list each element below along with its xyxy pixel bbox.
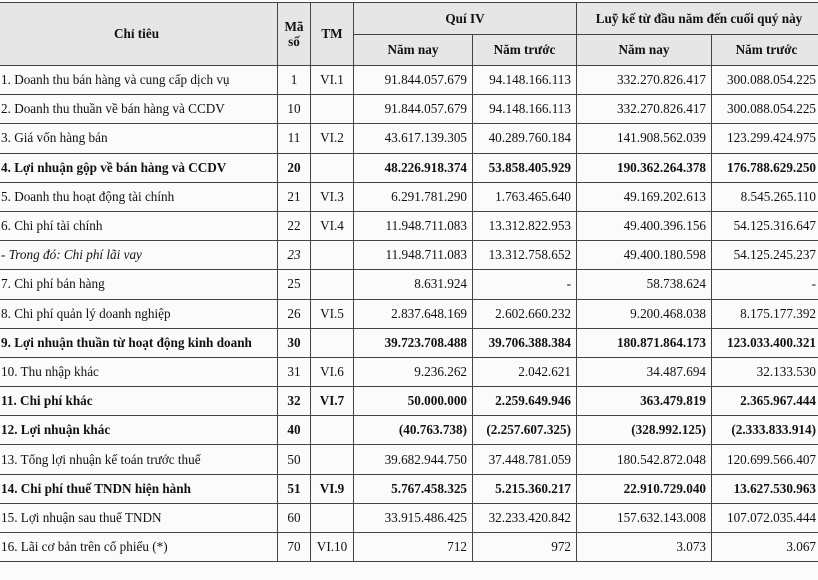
row-code: 11 bbox=[278, 124, 311, 153]
row-quarter-previous: 972 bbox=[473, 533, 577, 562]
row-ytd-current: 49.400.180.598 bbox=[577, 241, 712, 270]
row-quarter-current: 11.948.711.083 bbox=[354, 241, 473, 270]
row-label: 12. Lợi nhuận khác bbox=[0, 416, 278, 445]
row-label: 5. Doanh thu hoạt động tài chính bbox=[0, 182, 278, 211]
row-label: 7. Chi phí bán hàng bbox=[0, 270, 278, 299]
row-quarter-previous: (2.257.607.325) bbox=[473, 416, 577, 445]
header-ytd-group: Luỹ kế từ đầu năm đến cuối quý này bbox=[577, 3, 818, 35]
row-quarter-current: 50.000.000 bbox=[354, 387, 473, 416]
row-code: 26 bbox=[278, 299, 311, 328]
table-row bbox=[0, 416, 818, 445]
row-ytd-previous: 8.175.177.392 bbox=[712, 299, 818, 328]
row-quarter-current: (40.763.738) bbox=[354, 416, 473, 445]
table-row bbox=[0, 503, 818, 532]
table-row bbox=[0, 328, 818, 357]
row-note bbox=[311, 328, 354, 357]
row-note: VI.7 bbox=[311, 387, 354, 416]
row-label: 9. Lợi nhuận thuần từ hoạt động kinh doanh bbox=[0, 328, 278, 357]
row-code: 32 bbox=[278, 387, 311, 416]
row-quarter-current: 2.837.648.169 bbox=[354, 299, 473, 328]
header-quarter-group: Quí IV bbox=[354, 3, 577, 35]
row-ytd-current: 49.169.202.613 bbox=[577, 182, 712, 211]
row-quarter-previous: 1.763.465.640 bbox=[473, 182, 577, 211]
row-quarter-current: 712 bbox=[354, 533, 473, 562]
row-code: 25 bbox=[278, 270, 311, 299]
table-row bbox=[0, 241, 818, 270]
row-ytd-previous: 3.067 bbox=[712, 533, 818, 562]
table-row bbox=[0, 270, 818, 299]
row-quarter-previous: - bbox=[473, 270, 577, 299]
header-chi-tieu: Chỉ tiêu bbox=[0, 3, 278, 66]
row-quarter-current: 9.236.262 bbox=[354, 357, 473, 386]
row-note: VI.10 bbox=[311, 533, 354, 562]
row-ytd-current: 141.908.562.039 bbox=[577, 124, 712, 153]
row-ytd-current: 49.400.396.156 bbox=[577, 211, 712, 240]
row-ytd-previous: 2.365.967.444 bbox=[712, 387, 818, 416]
table-row bbox=[0, 153, 818, 182]
row-note bbox=[311, 241, 354, 270]
table-header bbox=[0, 3, 818, 66]
row-quarter-previous: 32.233.420.842 bbox=[473, 503, 577, 532]
row-code: 1 bbox=[278, 66, 311, 95]
row-quarter-previous: 2.042.621 bbox=[473, 357, 577, 386]
row-code: 70 bbox=[278, 533, 311, 562]
row-ytd-previous: - bbox=[712, 270, 818, 299]
row-quarter-previous: 94.148.166.113 bbox=[473, 66, 577, 95]
row-note: VI.6 bbox=[311, 357, 354, 386]
row-quarter-previous: 2.602.660.232 bbox=[473, 299, 577, 328]
row-quarter-previous: 13.312.758.652 bbox=[473, 241, 577, 270]
row-note bbox=[311, 445, 354, 474]
row-code: 22 bbox=[278, 211, 311, 240]
row-quarter-previous: 53.858.405.929 bbox=[473, 153, 577, 182]
row-code: 30 bbox=[278, 328, 311, 357]
row-note: VI.9 bbox=[311, 474, 354, 503]
row-ytd-previous: 123.299.424.975 bbox=[712, 124, 818, 153]
row-note bbox=[311, 416, 354, 445]
header-quarter-current-year: Năm nay bbox=[354, 35, 473, 66]
row-label: 1. Doanh thu bán hàng và cung cấp dịch vụ bbox=[0, 66, 278, 95]
table-row bbox=[0, 299, 818, 328]
table-row bbox=[0, 124, 818, 153]
row-ytd-previous: 123.033.400.321 bbox=[712, 328, 818, 357]
row-note: VI.3 bbox=[311, 182, 354, 211]
header-ma-so: Mã số bbox=[278, 3, 311, 66]
row-label: 4. Lợi nhuận gộp về bán hàng và CCDV bbox=[0, 153, 278, 182]
row-quarter-previous: 39.706.388.384 bbox=[473, 328, 577, 357]
row-quarter-previous: 2.259.649.946 bbox=[473, 387, 577, 416]
row-quarter-current: 11.948.711.083 bbox=[354, 211, 473, 240]
row-code: 60 bbox=[278, 503, 311, 532]
row-label: - Trong đó: Chi phí lãi vay bbox=[0, 241, 278, 270]
row-ytd-current: 332.270.826.417 bbox=[577, 66, 712, 95]
row-ytd-previous: (2.333.833.914) bbox=[712, 416, 818, 445]
row-ytd-previous: 176.788.629.250 bbox=[712, 153, 818, 182]
row-ytd-current: 332.270.826.417 bbox=[577, 95, 712, 124]
row-label: 13. Tổng lợi nhuận kế toán trước thuế bbox=[0, 445, 278, 474]
row-note: VI.2 bbox=[311, 124, 354, 153]
row-note bbox=[311, 270, 354, 299]
table-row bbox=[0, 533, 818, 562]
row-code: 50 bbox=[278, 445, 311, 474]
table-body bbox=[0, 66, 818, 562]
row-ytd-current: (328.992.125) bbox=[577, 416, 712, 445]
row-quarter-current: 33.915.486.425 bbox=[354, 503, 473, 532]
row-ytd-current: 58.738.624 bbox=[577, 270, 712, 299]
row-code: 40 bbox=[278, 416, 311, 445]
table-row bbox=[0, 474, 818, 503]
row-label: 15. Lợi nhuận sau thuế TNDN bbox=[0, 503, 278, 532]
row-note bbox=[311, 503, 354, 532]
row-note: VI.1 bbox=[311, 66, 354, 95]
row-quarter-previous: 94.148.166.113 bbox=[473, 95, 577, 124]
row-quarter-current: 43.617.139.305 bbox=[354, 124, 473, 153]
table-row bbox=[0, 357, 818, 386]
row-ytd-current: 9.200.468.038 bbox=[577, 299, 712, 328]
row-ytd-previous: 54.125.316.647 bbox=[712, 211, 818, 240]
table-row bbox=[0, 445, 818, 474]
row-ytd-current: 363.479.819 bbox=[577, 387, 712, 416]
row-quarter-current: 5.767.458.325 bbox=[354, 474, 473, 503]
row-ytd-current: 190.362.264.378 bbox=[577, 153, 712, 182]
row-note: VI.5 bbox=[311, 299, 354, 328]
row-label: 6. Chi phí tài chính bbox=[0, 211, 278, 240]
header-ytd-current-year: Năm nay bbox=[577, 35, 712, 66]
row-code: 10 bbox=[278, 95, 311, 124]
row-ytd-previous: 13.627.530.963 bbox=[712, 474, 818, 503]
header-tm: TM bbox=[311, 3, 354, 66]
row-label: 14. Chi phí thuế TNDN hiện hành bbox=[0, 474, 278, 503]
table-row bbox=[0, 211, 818, 240]
row-ytd-previous: 300.088.054.225 bbox=[712, 66, 818, 95]
row-note bbox=[311, 95, 354, 124]
header-quarter-previous-year: Năm trước bbox=[473, 35, 577, 66]
table-row bbox=[0, 387, 818, 416]
row-quarter-current: 8.631.924 bbox=[354, 270, 473, 299]
row-ytd-current: 157.632.143.008 bbox=[577, 503, 712, 532]
row-quarter-current: 39.682.944.750 bbox=[354, 445, 473, 474]
row-quarter-current: 48.226.918.374 bbox=[354, 153, 473, 182]
income-statement-table bbox=[0, 2, 818, 562]
row-label: 8. Chi phí quản lý doanh nghiệp bbox=[0, 299, 278, 328]
row-quarter-previous: 13.312.822.953 bbox=[473, 211, 577, 240]
header-ytd-previous-year: Năm trước bbox=[712, 35, 818, 66]
row-note: VI.4 bbox=[311, 211, 354, 240]
table-row bbox=[0, 182, 818, 211]
row-ytd-previous: 32.133.530 bbox=[712, 357, 818, 386]
row-ytd-previous: 120.699.566.407 bbox=[712, 445, 818, 474]
row-ytd-previous: 54.125.245.237 bbox=[712, 241, 818, 270]
row-ytd-previous: 107.072.035.444 bbox=[712, 503, 818, 532]
row-ytd-previous: 300.088.054.225 bbox=[712, 95, 818, 124]
row-quarter-current: 91.844.057.679 bbox=[354, 95, 473, 124]
row-ytd-current: 34.487.694 bbox=[577, 357, 712, 386]
row-code: 21 bbox=[278, 182, 311, 211]
row-quarter-current: 91.844.057.679 bbox=[354, 66, 473, 95]
row-ytd-current: 180.542.872.048 bbox=[577, 445, 712, 474]
row-label: 2. Doanh thu thuần về bán hàng và CCDV bbox=[0, 95, 278, 124]
row-ytd-current: 3.073 bbox=[577, 533, 712, 562]
row-ytd-current: 180.871.864.173 bbox=[577, 328, 712, 357]
row-label: 10. Thu nhập khác bbox=[0, 357, 278, 386]
row-quarter-current: 6.291.781.290 bbox=[354, 182, 473, 211]
row-label: 11. Chi phí khác bbox=[0, 387, 278, 416]
row-code: 31 bbox=[278, 357, 311, 386]
row-quarter-previous: 40.289.760.184 bbox=[473, 124, 577, 153]
row-quarter-previous: 5.215.360.217 bbox=[473, 474, 577, 503]
row-code: 23 bbox=[278, 241, 311, 270]
table-row bbox=[0, 95, 818, 124]
table-row bbox=[0, 66, 818, 95]
row-ytd-previous: 8.545.265.110 bbox=[712, 182, 818, 211]
row-code: 20 bbox=[278, 153, 311, 182]
row-ytd-current: 22.910.729.040 bbox=[577, 474, 712, 503]
row-quarter-previous: 37.448.781.059 bbox=[473, 445, 577, 474]
row-note bbox=[311, 153, 354, 182]
row-label: 3. Giá vốn hàng bán bbox=[0, 124, 278, 153]
row-quarter-current: 39.723.708.488 bbox=[354, 328, 473, 357]
row-label: 16. Lãi cơ bản trên cổ phiếu (*) bbox=[0, 533, 278, 562]
row-code: 51 bbox=[278, 474, 311, 503]
